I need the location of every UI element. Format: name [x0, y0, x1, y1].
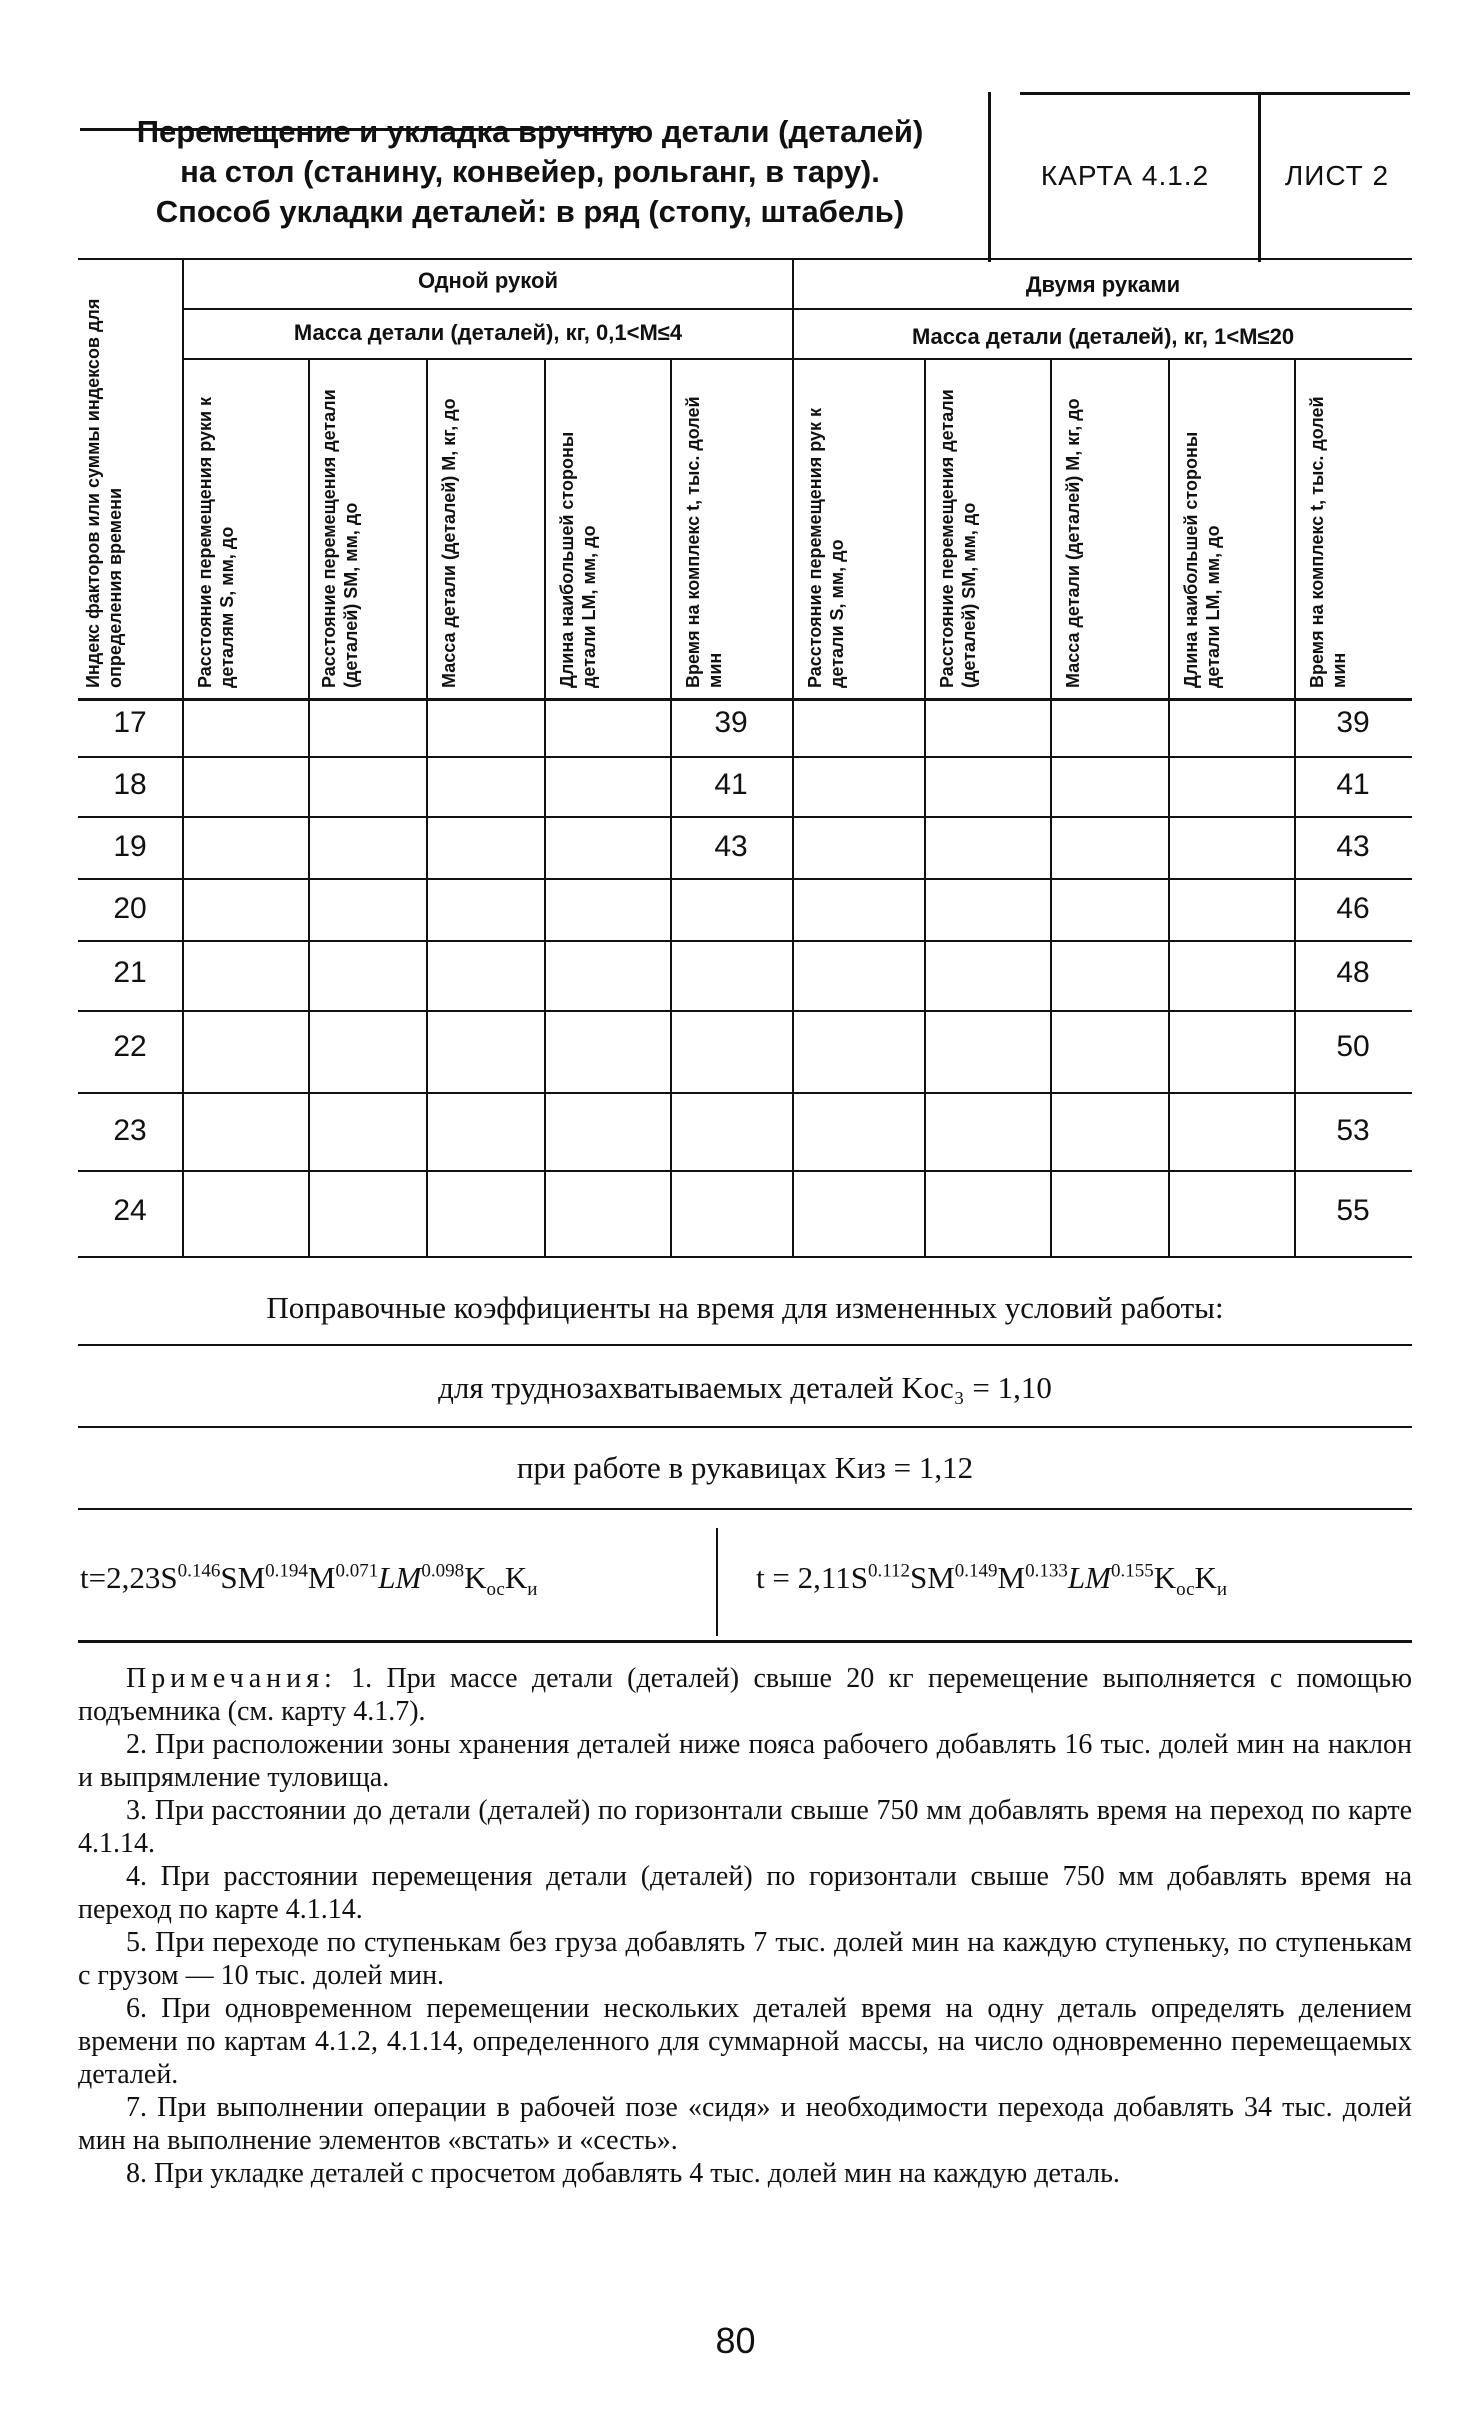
row-rule — [78, 940, 1412, 942]
time-one-hand: 43 — [714, 830, 748, 863]
time-two-hands: 55 — [1336, 1194, 1370, 1227]
note-item: 2. При расположении зоны хранения деталей ниже пояса рабочего добавлять 16 тыс. долей мин на наклон и выпрямление туловища. — [78, 1729, 1412, 1793]
header-divider — [988, 92, 991, 262]
column-header: Масса детали (деталей) M, кг, до — [1063, 398, 1083, 688]
time-two-hands: 41 — [1336, 768, 1370, 801]
time-two-hands: 50 — [1336, 1030, 1370, 1063]
title-line-2: на стол (станину, конвейер, рольганг, в тару). — [180, 154, 880, 189]
col-divider — [308, 358, 310, 1256]
col-divider — [924, 358, 926, 1256]
formula-sub: и — [527, 1579, 538, 1601]
time-two-hands: 46 — [1336, 892, 1370, 925]
col-divider — [1168, 358, 1170, 1256]
col-divider — [426, 358, 428, 1256]
correction-difficult: для труднозахватываемых деталей Kос₃ = 1,10 — [438, 1370, 1052, 1405]
row-rule — [78, 878, 1412, 880]
row-index: 22 — [113, 1030, 147, 1063]
title-line-1: Перемещение и укладка вручную детали (деталей) — [136, 114, 924, 149]
index-column-header: Индекс факторов или суммы индексов для определения времени — [83, 298, 125, 688]
note-item: 6. При одновременном перемещении нескольких деталей время на одну деталь определять делением времени по картам 4.1.2, 4.1.14, определенного для суммарной массы, на число одновременно перемещаемых деталей. — [78, 1993, 1412, 2090]
two-hands-mass: Масса детали (деталей), кг, 1<M≤20 — [911, 324, 1295, 349]
formula-exp: 0.071 — [335, 1560, 379, 1582]
formula-part: M — [307, 1560, 336, 1595]
formula-part: K — [1194, 1560, 1217, 1595]
formula-sub: и — [1216, 1579, 1228, 1601]
one-hand-mass: Масса детали (деталей), кг, 0,1<M≤4 — [293, 320, 683, 345]
formula-exp: 0.112 — [867, 1560, 910, 1582]
time-two-hands: 53 — [1336, 1114, 1370, 1147]
header-bottom-rule — [78, 698, 1412, 701]
formula-part: LM — [1067, 1560, 1111, 1595]
column-header: Масса детали (деталей) M, кг, до — [439, 398, 459, 688]
column-header: Длина наибольшей стороны детали LM, мм, до — [557, 431, 599, 688]
time-one-hand: 41 — [714, 768, 748, 801]
corrections-rule — [78, 1344, 1412, 1346]
formula-exp: 0.149 — [954, 1560, 998, 1582]
formula-bottom-rule — [78, 1640, 1412, 1643]
formula-exp: 0.155 — [1110, 1560, 1154, 1582]
formula-exp: 0.098 — [421, 1560, 465, 1582]
card-number: КАРТА 4.1.2 — [1040, 160, 1210, 191]
row-rule — [78, 816, 1412, 818]
row-rule — [78, 1170, 1412, 1172]
row-index: 19 — [113, 830, 147, 863]
formula-part: t=2,23S — [80, 1560, 178, 1595]
corrections-rule — [78, 1508, 1412, 1510]
time-two-hands: 43 — [1336, 830, 1370, 863]
col-divider — [1050, 358, 1052, 1256]
note-item: 8. При укладке деталей с просчетом добавлять 4 тыс. долей мин на каждую деталь. — [126, 2158, 1120, 2189]
time-two-hands: 48 — [1336, 956, 1370, 989]
note-item: 4. При расстоянии перемещения детали (деталей) по горизонтали свыше 750 мм добавлять время на переход по карте 4.1.14. — [78, 1861, 1412, 1925]
note-item — [78, 1662, 1412, 1728]
formula-exp: 0.146 — [177, 1560, 221, 1582]
column-header: Время на комплекс t, тыс. долей мин — [683, 396, 725, 688]
header-divider — [1258, 92, 1261, 262]
column-header: Расстояние перемещения детали (деталей) SM, мм, до — [937, 389, 979, 688]
correction-gloves: при работе в рукавицах Kиз = 1,12 — [516, 1450, 974, 1485]
norms-table — [78, 258, 1412, 1258]
formula-sub: ос — [486, 1579, 505, 1601]
column-header: Расстояние перемещения детали (деталей) SM, мм, до — [319, 389, 361, 688]
time-two-hands: 39 — [1336, 706, 1370, 739]
column-header: Длина наибольшей стороны детали LM, мм, до — [1181, 431, 1223, 688]
row-index: 18 — [113, 768, 147, 801]
formula-part: LM — [378, 1560, 422, 1595]
formula-exp: 0.133 — [1025, 1560, 1068, 1582]
column-header: Расстояние перемещения руки к деталям S, мм, до — [195, 396, 237, 688]
notes-label: Примечания: — [126, 1663, 337, 1694]
formula-one-hand — [80, 1560, 537, 1601]
notes-block — [78, 1662, 1412, 2190]
group-rule — [184, 308, 1412, 310]
formula-exp: 0.194 — [265, 1560, 308, 1582]
card-title — [80, 112, 980, 232]
col-divider — [544, 358, 546, 1256]
table-top-rule — [78, 258, 1412, 260]
formula-part: M — [997, 1560, 1026, 1595]
corrections-title: Поправочные коэффициенты на время для измененных условий работы: — [266, 1290, 1224, 1325]
formula-sub: ос — [1176, 1579, 1195, 1601]
column-header: Время на комплекс t, тыс. долей мин — [1307, 396, 1349, 688]
formula-divider — [716, 1528, 718, 1636]
row-rule — [78, 756, 1412, 758]
formula-part: t = 2,11S — [756, 1560, 868, 1595]
note-item: 5. При переходе по ступенькам без груза добавлять 7 тыс. долей мин на каждую ступеньку, по ступенькам с грузом — 10 тыс. долей мин. — [78, 1927, 1412, 1991]
one-hand-header: Одной рукой — [418, 268, 558, 293]
note-text: 1. При массе детали (деталей) свыше 20 кг перемещение выполняется с помощью подъемника (см. карту 4.1.7). — [78, 1663, 1412, 1727]
note-item: 3. При расстоянии до детали (деталей) по горизонтали свыше 750 мм добавлять время на переход по карте 4.1.14. — [78, 1795, 1412, 1859]
title-line-3: Способ укладки деталей: в ряд (стопу, штабель) — [155, 194, 905, 229]
row-index: 17 — [113, 706, 147, 739]
sheet-number: ЛИСТ 2 — [1284, 160, 1390, 191]
formula-part: K — [504, 1560, 528, 1595]
mass-rule — [184, 358, 1412, 360]
row-index: 24 — [113, 1194, 147, 1227]
formula-two-hands — [756, 1560, 1227, 1601]
col-divider — [670, 358, 672, 1256]
note-item: 7. При выполнении операции в рабочей позе «сидя» и необходимости перехода добавлять 34 тыс. долей мин на выполнение элементов «встать» и «сесть». — [78, 2092, 1412, 2156]
page-number: 80 — [715, 2320, 756, 2361]
row-index: 23 — [113, 1114, 147, 1147]
formula-part: K — [1153, 1560, 1177, 1595]
row-index: 21 — [113, 956, 147, 989]
time-one-hand: 39 — [714, 706, 748, 739]
header-top-rule-right — [1020, 92, 1410, 95]
formula-part: SM — [220, 1560, 266, 1595]
formula-part: K — [464, 1560, 487, 1595]
row-rule — [78, 1256, 1412, 1258]
column-header: Расстояние перемещения рук к детали S, мм, до — [805, 408, 847, 688]
formula-part: SM — [909, 1560, 955, 1595]
row-rule — [78, 1010, 1412, 1012]
row-rule — [78, 1092, 1412, 1094]
row-index: 20 — [113, 892, 147, 925]
corrections-rule — [78, 1426, 1412, 1428]
two-hands-header: Двумя руками — [1025, 272, 1181, 297]
